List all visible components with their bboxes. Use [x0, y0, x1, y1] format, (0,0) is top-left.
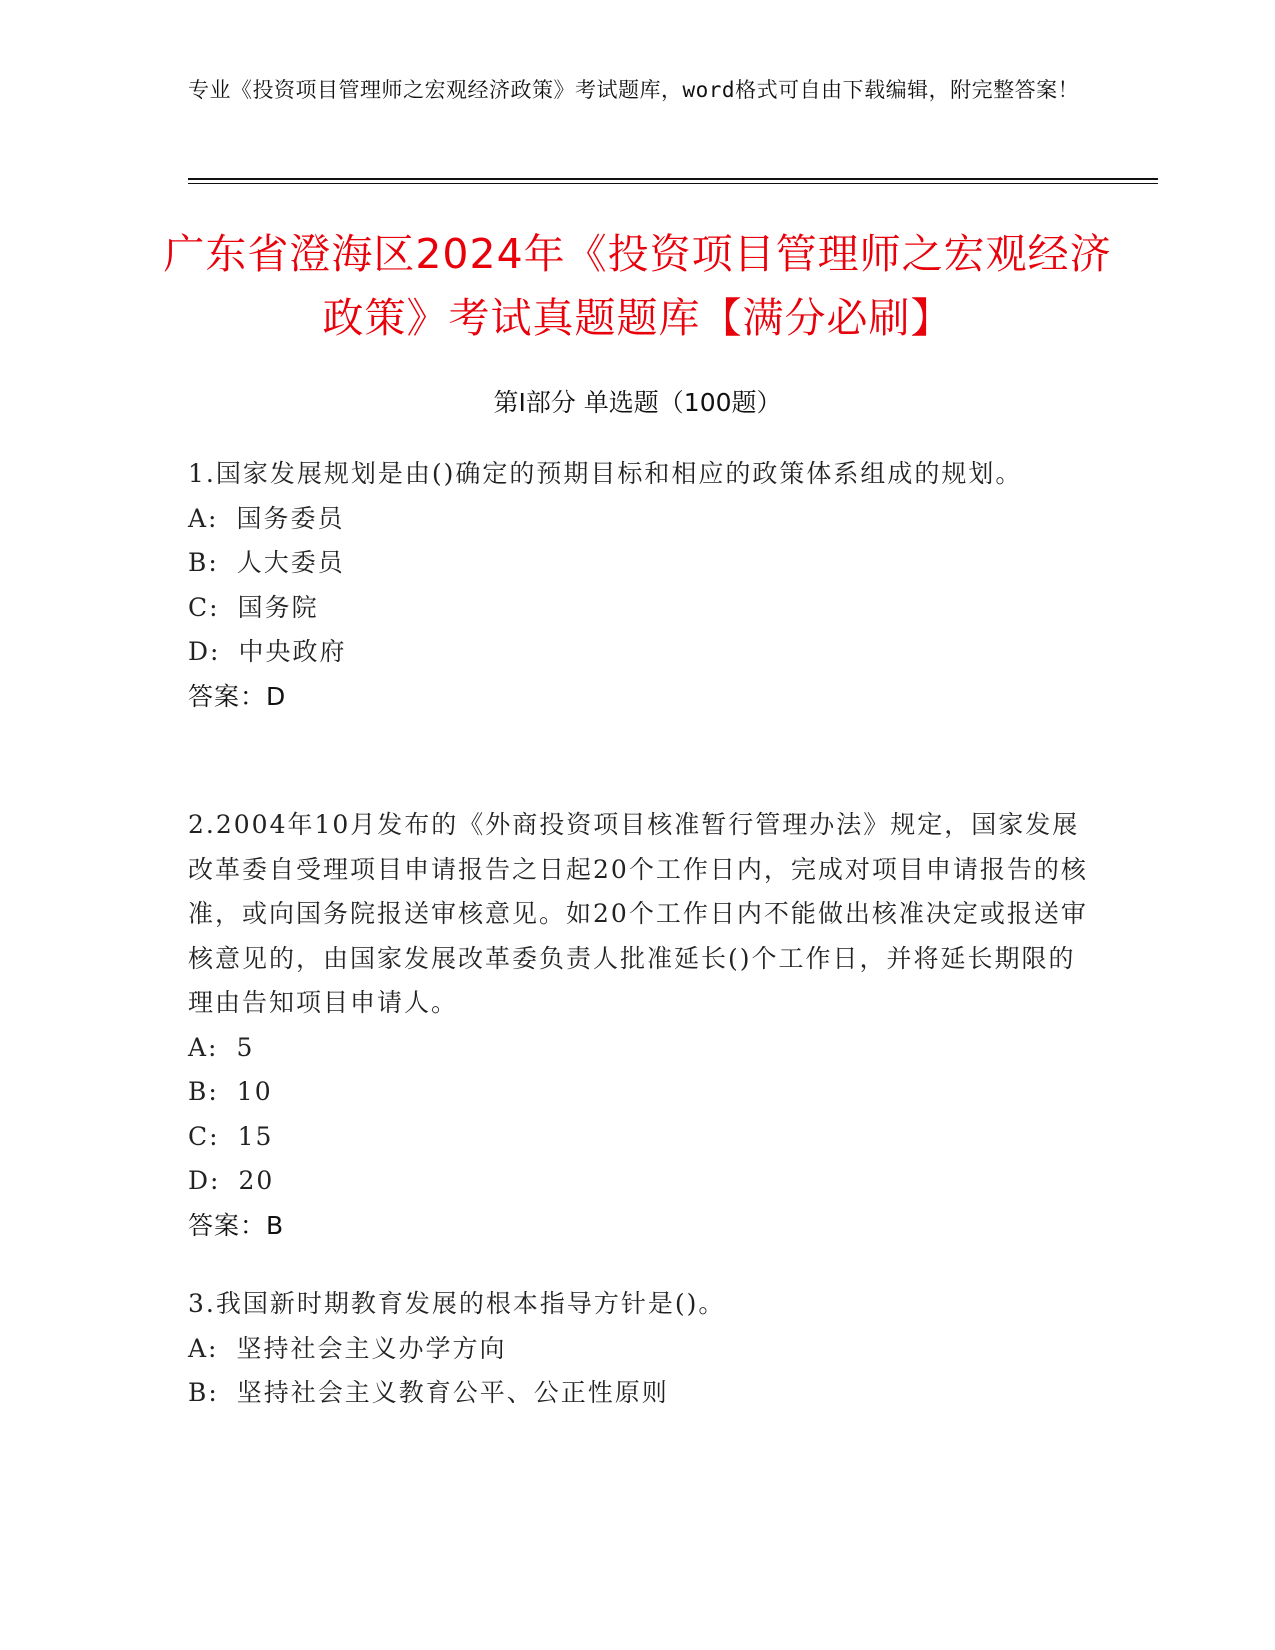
option-label: D:	[188, 1166, 221, 1195]
option-text: 5	[236, 1032, 255, 1062]
option-b	[188, 1070, 1088, 1115]
option-label: B:	[188, 548, 219, 577]
option-c	[188, 586, 1088, 631]
question-3	[188, 1282, 1088, 1416]
question-stem: 2.2004年10月发布的《外商投资项目核准暂行管理办法》规定，国家发展改革委自受理项目申请报告之日起20个工作日内，完成对项目申请报告的核准，或向国务院报送审核意见。如20个工作日内不能做出核准决定或报送审核意见的，由国家发展改革委负责人批准延长()个工作日，并将延长期限的理由告知项目申请人。	[188, 810, 1088, 1017]
question-stem: 3.我国新时期教育发展的根本指导方针是()。	[188, 1289, 726, 1318]
header-note: 专业《投资项目管理师之宏观经济政策》考试题库，word格式可自由下载编辑，附完整答案！	[188, 78, 1080, 102]
question-2	[188, 803, 1088, 1248]
option-label: A:	[188, 503, 219, 533]
header-divider-thick	[188, 178, 1158, 180]
answer: 答案：B	[188, 1210, 285, 1240]
option-text: 坚持社会主义办学方向	[236, 1333, 507, 1363]
option-label: D:	[188, 637, 221, 666]
option-text: 国务委员	[236, 503, 345, 533]
option-label: C:	[188, 1121, 220, 1151]
option-d	[188, 1159, 1088, 1204]
option-a	[188, 497, 1088, 542]
section-heading: 第I部分 单选题（100题）	[493, 388, 782, 417]
header-divider-thin	[188, 183, 1158, 184]
option-label: A:	[188, 1032, 219, 1062]
option-text: 国务院	[237, 592, 319, 622]
option-label: A:	[188, 1333, 219, 1363]
option-text: 中央政府	[238, 637, 347, 666]
option-label: B:	[188, 1077, 219, 1106]
option-b	[188, 541, 1088, 586]
option-text: 人大委员	[236, 548, 345, 577]
document-title: 广东省澄海区2024年《投资项目管理师之宏观经济政策》考试真题题库【满分必刷】	[163, 230, 1112, 342]
option-c	[188, 1115, 1088, 1160]
option-label: B:	[188, 1378, 219, 1407]
answer: 答案：D	[188, 681, 287, 711]
question-stem: 1.国家发展规划是由()确定的预期目标和相应的政策体系组成的规划。	[188, 459, 1023, 488]
option-text: 15	[237, 1121, 274, 1151]
option-b	[188, 1371, 1088, 1416]
option-text: 坚持社会主义教育公平、公正性原则	[236, 1378, 669, 1407]
question-1	[188, 452, 1088, 719]
option-a	[188, 1327, 1088, 1372]
option-d	[188, 630, 1088, 675]
option-text: 20	[238, 1166, 275, 1195]
option-label: C:	[188, 592, 220, 622]
option-a	[188, 1026, 1088, 1071]
option-text: 10	[236, 1077, 273, 1106]
